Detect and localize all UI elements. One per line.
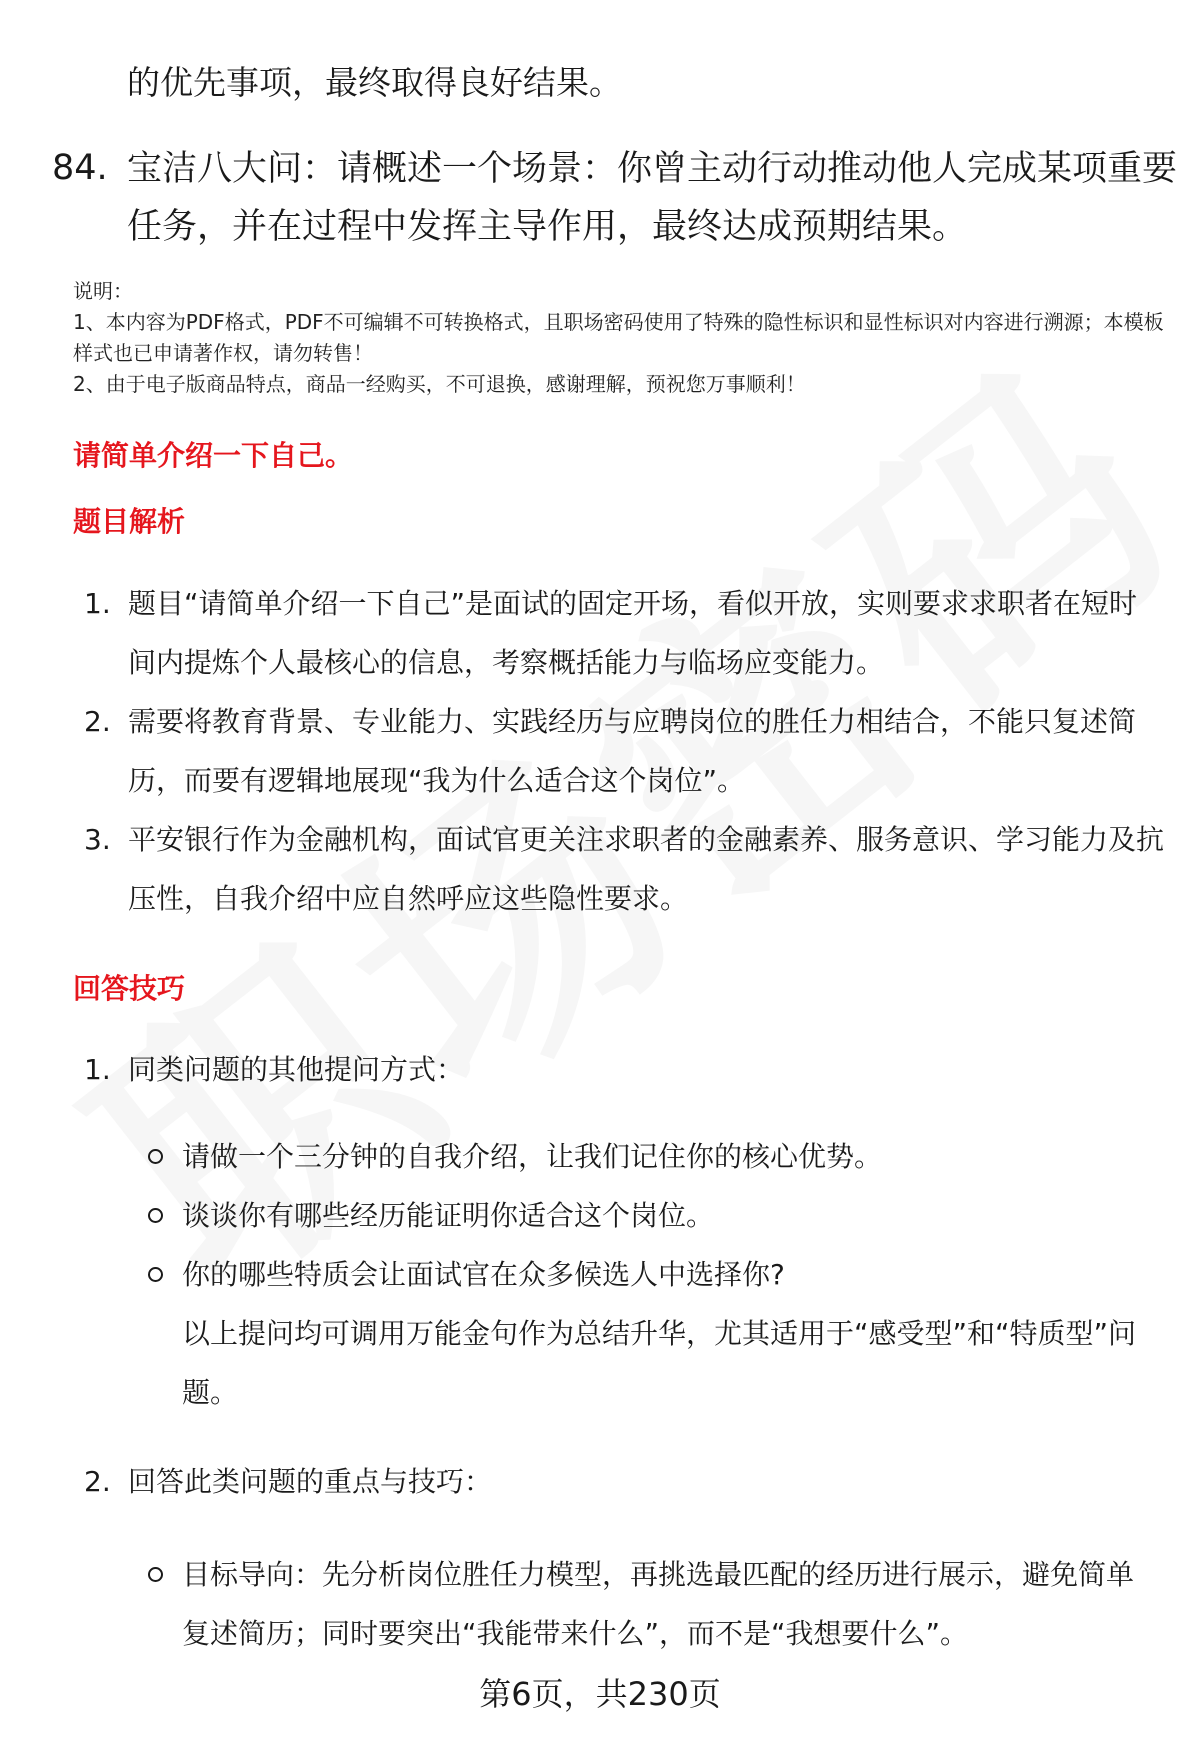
list-number: 2.	[84, 1465, 111, 1498]
sub-list-item	[148, 1186, 1158, 1245]
sub-list-text: 谈谈你有哪些经历能证明你适合这个岗位。	[182, 1199, 715, 1232]
list-text: 题目“请简单介绍一下自己”是面试的固定开场，看似开放，实则要求求职者在短时间内提炼个人最核心的信息，考察概括能力与临场应变能力。	[128, 587, 1138, 679]
question-heading: 请简单介绍一下自己。	[73, 439, 354, 472]
list-number: 3.	[84, 823, 111, 856]
page-number: 第6页，共230页	[479, 1675, 721, 1713]
list-item	[84, 574, 1164, 692]
sub-list-item	[148, 1127, 1158, 1186]
sub-list-text: 目标导向：先分析岗位胜任力模型，再挑选最匹配的经历进行展示，避免简单复述简历；同时要突出“我能带来什么”，而不是“我想要什么”。	[182, 1558, 1135, 1650]
disclaimer-note	[73, 276, 1173, 400]
list-item	[84, 810, 1164, 928]
sub-list-text: 请做一个三分钟的自我介绍，让我们记住你的核心优势。	[182, 1140, 883, 1173]
sub-list-item	[148, 1545, 1158, 1663]
question-number: 84.	[52, 148, 108, 188]
list-text: 平安银行作为金融机构，面试官更关注求职者的金融素养、服务意识、学习能力及抗压性，自我介绍中应自然呼应这些隐性要求。	[128, 823, 1165, 915]
list-item	[84, 692, 1164, 810]
list-item	[84, 1040, 1164, 1099]
list-item	[84, 1452, 1164, 1511]
list-text: 同类问题的其他提问方式：	[128, 1053, 465, 1086]
circle-bullet-icon	[148, 1267, 163, 1282]
sub-list-item	[148, 1245, 1158, 1422]
tips-item-2	[84, 1452, 1164, 1511]
question-text: 宝洁八大问：请概述一个场景：你曾主动行动推动他人完成某项重要任务，并在过程中发挥主导作用，最终达成预期结果。	[127, 149, 1178, 247]
list-number: 2.	[84, 705, 111, 738]
answer-tips-list	[148, 1545, 1158, 1663]
list-number: 1.	[84, 1053, 111, 1086]
circle-bullet-icon	[148, 1149, 163, 1164]
analysis-heading: 题目解析	[73, 505, 186, 538]
list-number: 1.	[84, 587, 111, 620]
list-text: 需要将教育背景、专业能力、实践经历与应聘岗位的胜任力相结合，不能只复述简历，而要有逻辑地展现“我为什么适合这个岗位”。	[128, 705, 1137, 797]
note-title: 说明：	[73, 279, 133, 303]
note-line-1: 1、本内容为PDF格式，PDF不可编辑不可转换格式，且职场密码使用了特殊的隐性标识和显性标识对内容进行溯源；本模板样式也已申请著作权，请勿转售！	[73, 310, 1164, 365]
tips-heading: 回答技巧	[73, 972, 186, 1005]
list-text: 回答此类问题的重点与技巧：	[128, 1465, 493, 1498]
analysis-list	[84, 574, 1164, 928]
alternative-questions-list	[148, 1127, 1158, 1422]
note-line-2: 2、由于电子版商品特点，商品一经购买，不可退换，感谢理解，预祝您万事顺利！	[73, 372, 806, 396]
question-84	[52, 140, 1178, 256]
tips-item-1	[84, 1040, 1164, 1099]
circle-bullet-icon	[148, 1208, 163, 1223]
followup-text: 以上提问均可调用万能金句作为总结升华，尤其适用于“感受型”和“特质型”问题。	[182, 1317, 1137, 1409]
circle-bullet-icon	[148, 1567, 163, 1582]
continued-text: 的优先事项，最终取得良好结果。	[127, 63, 622, 102]
sub-list-text: 你的哪些特质会让面试官在众多候选人中选择你?	[182, 1258, 785, 1291]
